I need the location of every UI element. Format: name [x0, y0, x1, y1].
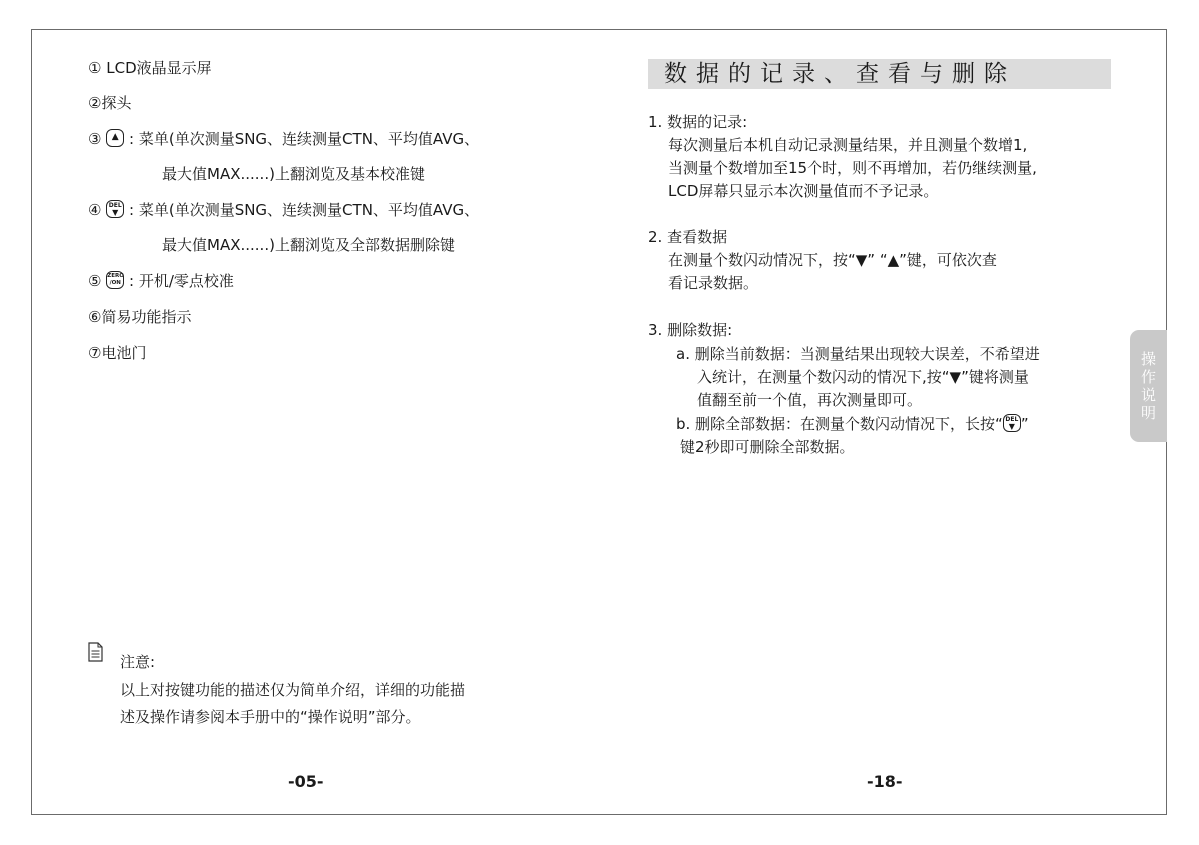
s3-b-line-2: 键2秒即可删除全部数据。: [680, 438, 855, 456]
s1-line-3: LCD屏幕只显示本次测量值而不予记录。: [668, 182, 939, 200]
s1-line-1: 每次测量后本机自动记录测量结果，并且测量个数增1,: [668, 136, 1028, 154]
s3-a-line-2: 入统计，在测量个数闪动的情况下,按“▼”键将测量: [697, 368, 1029, 386]
s2-heading: 2. 查看数据: [648, 228, 728, 246]
page-title: 数据的记录、查看与删除: [664, 61, 1016, 87]
s3-heading: 3. 删除数据:: [648, 321, 733, 339]
item-4-cont: 最大值MAX......)上翻浏览及全部数据删除键: [162, 236, 455, 254]
item-6: ⑥简易功能指示: [88, 308, 192, 326]
s3-a-line-3: 值翻至前一个值，再次测量即可。: [697, 391, 923, 409]
note-line-2: 述及操作请参阅本手册中的“操作说明”部分。: [120, 708, 421, 726]
note-title: 注意:: [120, 653, 156, 671]
note-icon: [88, 642, 103, 662]
item-5: ⑤ ZERO /ON : 开机/零点校准: [88, 272, 234, 290]
right-page-number: -18-: [867, 772, 903, 791]
side-tab-operation: 操 作 说 明: [1130, 330, 1167, 442]
left-page-number: -05-: [288, 772, 324, 791]
s3-b-line-1: b. 删除全部数据：在测量个数闪动情况下，长按“ DEL ▼ ”: [676, 415, 1029, 433]
item-3: ③ ▲ : 菜单(单次测量SNG、连续测量CTN、平均值AVG、: [88, 130, 480, 148]
s1-heading: 1. 数据的记录:: [648, 113, 748, 131]
del-down-key-icon: DEL ▼: [106, 200, 124, 218]
item-4: ④ DEL ▼ : 菜单(单次测量SNG、连续测量CTN、平均值AVG、: [88, 201, 480, 219]
item-7: ⑦电池门: [88, 344, 147, 362]
del-down-key-icon: DEL ▼: [1003, 414, 1021, 432]
s2-line-2: 看记录数据。: [668, 274, 759, 292]
note-line-1: 以上对按键功能的描述仅为简单介绍，详细的功能描: [120, 681, 466, 699]
s1-line-2: 当测量个数增加至15个时，则不再增加，若仍继续测量,: [668, 159, 1037, 177]
item-1: ① LCD液晶显示屏: [88, 59, 212, 77]
s3-a-line-1: a. 删除当前数据：当测量结果出现较大误差，不希望进: [676, 345, 1040, 363]
item-3-cont: 最大值MAX......)上翻浏览及基本校准键: [162, 165, 425, 183]
s2-line-1: 在测量个数闪动情况下，按“▼” “▲”键，可依次查: [668, 251, 997, 269]
zero-on-key-icon: ZERO /ON: [106, 271, 124, 289]
item-2: ②探头: [88, 94, 132, 112]
up-key-icon: ▲: [106, 129, 124, 147]
